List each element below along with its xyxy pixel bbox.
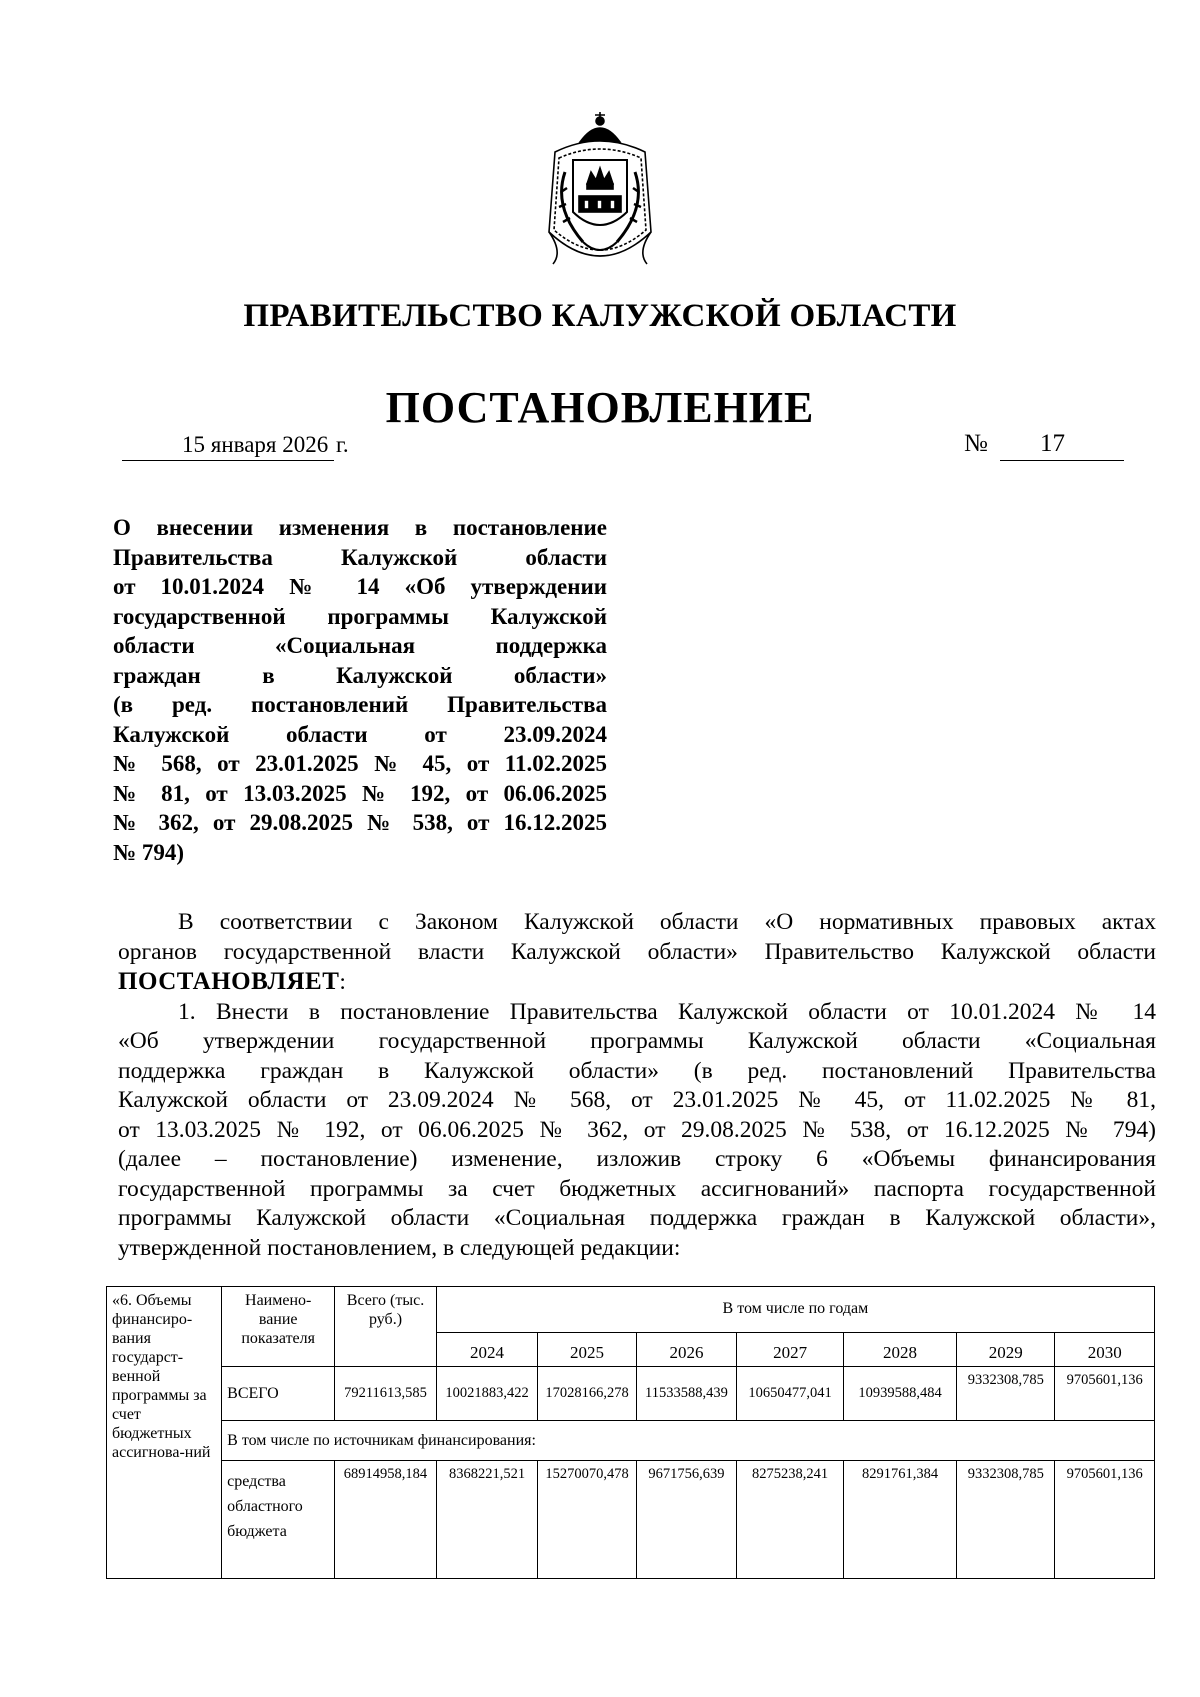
subject-line: Калужской области от 23.09.2024	[113, 721, 607, 747]
subject-line: О внесении изменения в постановление	[113, 515, 607, 540]
document-type-title: ПОСТАНОВЛЕНИЕ	[385, 383, 815, 432]
total-row-total: 79211613,585	[335, 1367, 437, 1421]
regional-row-total: 68914958,184	[335, 1461, 437, 1579]
item1-line: (далее – постановление) изменение, изложив строку 6 «Объемы финансирования	[118, 1146, 1156, 1172]
coat-of-arms-emblem	[543, 112, 657, 272]
total-row-name: ВСЕГО	[222, 1367, 335, 1421]
regional-row-value: 15270070,478	[538, 1461, 636, 1579]
total-row-value: 9705601,136	[1055, 1367, 1155, 1421]
decree-word-line	[118, 967, 1156, 998]
total-row-value: 10650477,041	[737, 1367, 844, 1421]
table-header-row	[107, 1287, 1155, 1333]
item1-line: 1. Внести в постановление Правительства Калужской области от 10.01.2024 № 14	[178, 998, 1156, 1025]
year-header: 2029	[957, 1333, 1055, 1367]
decree-number-label: №	[964, 430, 988, 457]
regional-row-value: 9705601,136	[1055, 1461, 1155, 1579]
decree-date: 15 января 2026	[122, 430, 334, 461]
decree-body	[118, 908, 1156, 1263]
subject-line: № 81, от 13.03.2025 № 192, от 06.06.2025	[113, 780, 607, 806]
regional-row-name: средства областного бюджета	[222, 1461, 335, 1579]
regional-row-value: 8368221,521	[436, 1461, 538, 1579]
year-header: 2030	[1055, 1333, 1155, 1367]
regional-row-value: 8275238,241	[737, 1461, 844, 1579]
decree-subject	[113, 513, 607, 867]
item1-line: поддержка граждан в Калужской области» (в ред. постановлений Правительства	[118, 1057, 1156, 1084]
decree-number: 17	[1000, 428, 1124, 461]
decree-colon: :	[339, 969, 346, 995]
sources-header: В том числе по источникам финансирования:	[222, 1421, 1155, 1461]
decree-word: ПОСТАНОВЛЯЕТ	[118, 968, 340, 995]
year-header: 2028	[844, 1333, 957, 1367]
year-header: 2027	[737, 1333, 844, 1367]
year-header: 2025	[538, 1333, 636, 1367]
subject-line: № 362, от 29.08.2025 № 538, от 16.12.2025	[113, 810, 607, 835]
subject-line: от 10.01.2024 № 14 «Об утверждении	[113, 574, 607, 599]
item1-line: программы Калужской области «Социальная поддержка граждан в Калужской области»,	[118, 1205, 1156, 1231]
item1-line: утвержденной постановлением, в следующей редакции:	[118, 1234, 681, 1261]
total-row-value: 9332308,785	[957, 1367, 1055, 1421]
item1-line: от 13.03.2025 № 192, от 06.06.2025 № 362, от 29.08.2025 № 538, от 16.12.2025 № 794)	[118, 1116, 1156, 1143]
regional-row-value: 8291761,384	[844, 1461, 957, 1579]
item1-line: Калужской области от 23.09.2024 № 568, от 23.01.2025 № 45, от 11.02.2025 № 81,	[118, 1087, 1156, 1113]
subject-line: Правительства Калужской области	[113, 544, 607, 570]
years-header: В том числе по годам	[436, 1287, 1154, 1333]
preamble-line: В соответствии с Законом Калужской области «О нормативных правовых актах	[178, 909, 1156, 935]
financing-table	[106, 1286, 1155, 1579]
subject-line: граждан в Калужской области»	[113, 662, 607, 688]
year-header: 2026	[636, 1333, 737, 1367]
regional-row-value: 9332308,785	[957, 1461, 1055, 1579]
item1-line: государственной программы за счет бюджетных ассигнований» паспорта государственной	[118, 1175, 1156, 1202]
year-header: 2024	[436, 1333, 538, 1367]
subject-line: № 568, от 23.01.2025 № 45, от 11.02.2025	[113, 751, 607, 776]
government-title: ПРАВИТЕЛЬСТВО КАЛУЖСКОЙ ОБЛАСТИ	[243, 298, 957, 334]
preamble-line: органов государственной власти Калужской области» Правительство Калужской области	[118, 938, 1156, 965]
col-total-header: Всего (тыс. руб.)	[335, 1287, 437, 1367]
col-name-header: Наимено-вание показателя	[222, 1287, 335, 1367]
subject-line: области «Социальная поддержка	[113, 633, 607, 658]
item1-line: «Об утверждении государственной программы Калужской области «Социальная	[118, 1028, 1156, 1054]
regional-row-value: 9671756,639	[636, 1461, 737, 1579]
table-row	[107, 1461, 1155, 1579]
subject-line: государственной программы Калужской	[113, 603, 607, 629]
total-row-value: 17028166,278	[538, 1367, 636, 1421]
table-row	[107, 1421, 1155, 1461]
total-row-value: 10021883,422	[436, 1367, 538, 1421]
table-row	[107, 1367, 1155, 1421]
subject-line: № 794)	[113, 839, 185, 865]
total-row-value: 11533588,439	[636, 1367, 737, 1421]
row-label-cell: «6. Объемы финансиро-вания государст-венной программы за счет бюджетных ассигнова-ний	[107, 1287, 222, 1579]
subject-line: (в ред. постановлений Правительства	[113, 692, 607, 717]
decree-date-suffix: г.	[336, 432, 349, 457]
total-row-value: 10939588,484	[844, 1367, 957, 1421]
